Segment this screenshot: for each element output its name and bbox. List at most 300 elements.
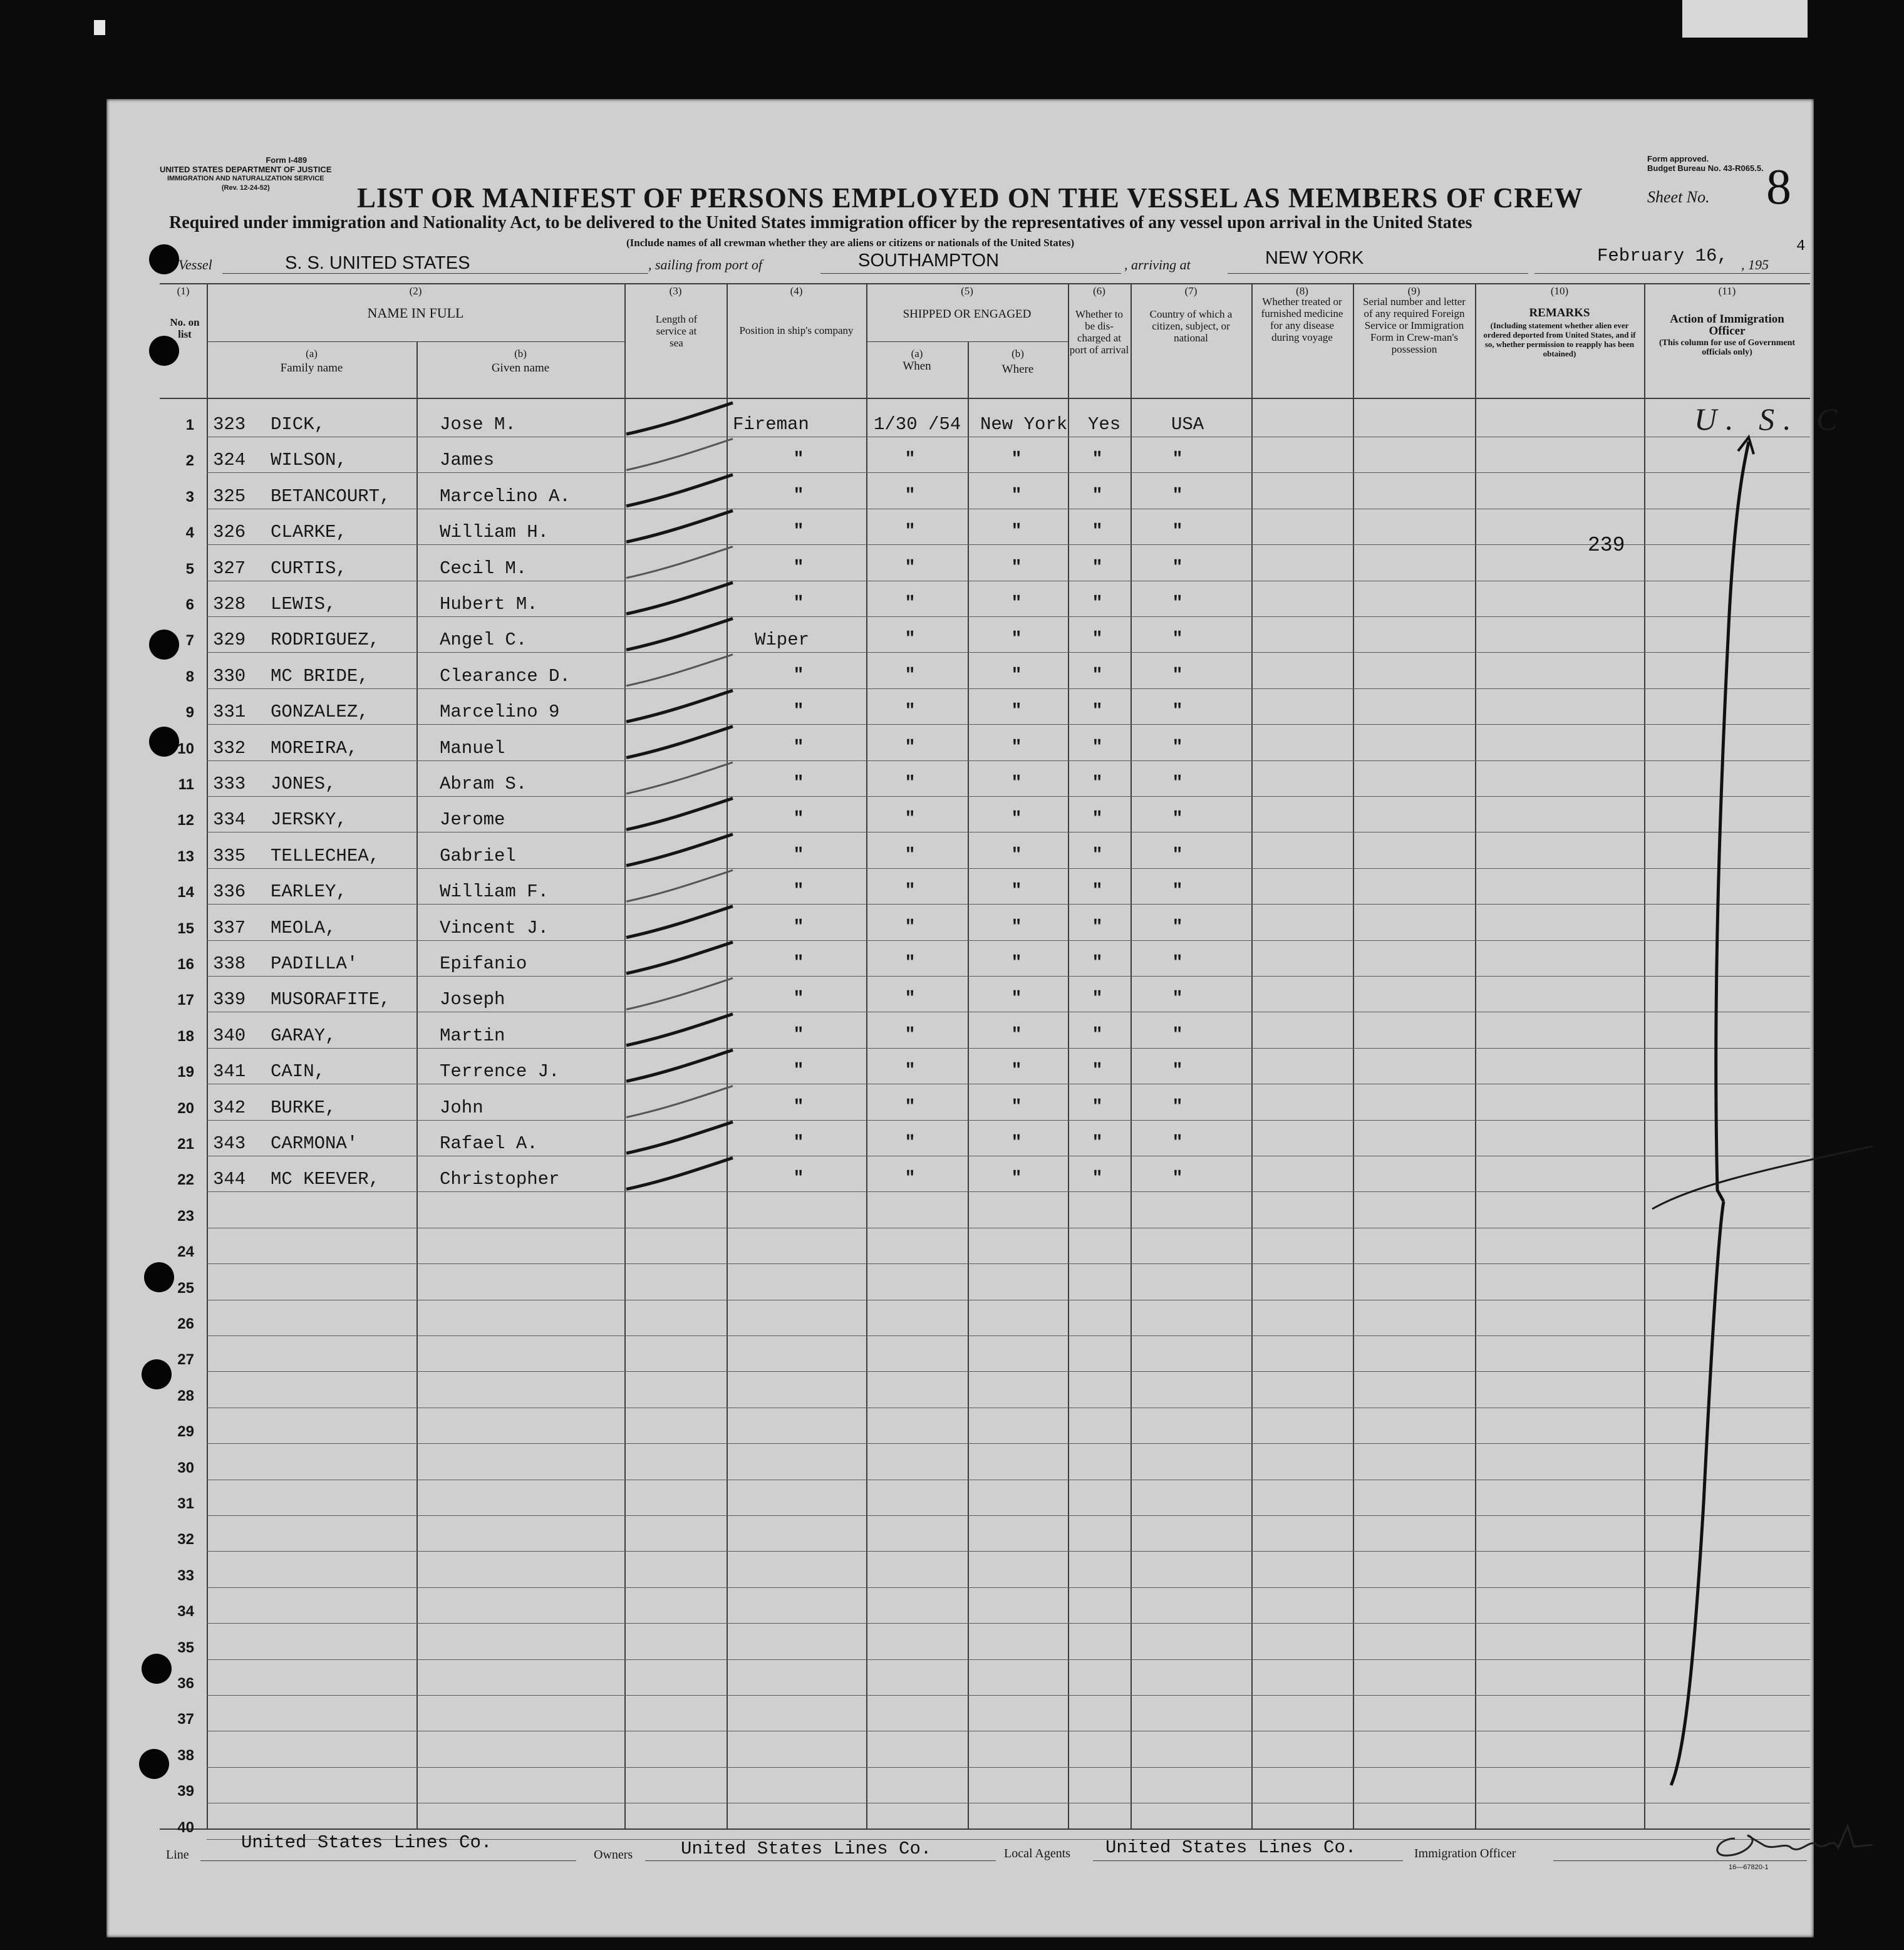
shipped-where: " — [1011, 989, 1022, 1009]
service-check-stroke — [626, 690, 733, 722]
given-name: Marcelino A. — [440, 485, 571, 507]
discharged: " — [1092, 665, 1103, 685]
crew-list-id: 337 — [213, 917, 246, 938]
port-from: SOUTHAMPTON — [858, 251, 1000, 271]
given-name: Manuel — [440, 737, 505, 759]
col11-header: Action of Immigration Officer — [1670, 313, 1784, 338]
family-name: CAIN, — [271, 1061, 326, 1082]
position: " — [793, 989, 804, 1009]
row-number: 28 — [177, 1387, 194, 1404]
shipped-when: " — [904, 665, 916, 685]
col9-number: (9) — [1407, 285, 1420, 297]
row-number: 18 — [177, 1027, 194, 1045]
discharged: " — [1092, 1169, 1103, 1189]
service-check-stroke — [626, 511, 733, 542]
shipped-where: " — [1011, 845, 1022, 865]
shipped-where: " — [1011, 558, 1022, 578]
shipped-where: " — [1011, 1061, 1022, 1081]
crew-list-id: 333 — [213, 774, 246, 794]
discharged: " — [1092, 485, 1103, 506]
family-name: EARLEY, — [271, 881, 347, 903]
given-name: Terrence J. — [440, 1061, 560, 1082]
row-number: 32 — [177, 1531, 194, 1548]
requirement-text: Required under immigration and Nationality Act, to be delivered to the United States immigration officer by the representatives of any vessel upon arrival in the United States — [169, 213, 1472, 232]
discharged: " — [1092, 702, 1103, 722]
col5a-number: (a) — [911, 348, 923, 360]
discharged: " — [1092, 809, 1103, 829]
position: Wiper — [755, 630, 810, 651]
family-name: JONES, — [271, 774, 336, 794]
arrival-date: February 16, — [1597, 246, 1728, 266]
crew-list-id: 328 — [213, 594, 246, 615]
discharged: " — [1092, 774, 1103, 793]
row-number: 2 — [185, 452, 194, 470]
position: " — [793, 737, 804, 757]
col5b-header: Where — [1001, 363, 1034, 376]
row-number: 23 — [177, 1207, 194, 1225]
punch-hole — [139, 1749, 169, 1779]
position: " — [793, 774, 804, 793]
service-check-stroke — [626, 1014, 733, 1045]
family-name: CURTIS, — [271, 558, 347, 579]
discharged: " — [1092, 630, 1103, 650]
row-number: 26 — [177, 1315, 194, 1332]
col1-header: No. on list — [170, 316, 200, 340]
discharged: Yes — [1088, 414, 1121, 435]
family-name: MC KEEVER, — [271, 1169, 380, 1190]
officer-label: Immigration Officer — [1414, 1847, 1516, 1860]
row-number: 27 — [177, 1351, 194, 1369]
family-name: MC BRIDE, — [271, 665, 369, 687]
given-name: Hubert M. — [440, 594, 538, 615]
country: " — [1172, 989, 1183, 1009]
country: " — [1172, 1133, 1183, 1153]
position: " — [793, 845, 804, 865]
discharged: " — [1092, 881, 1103, 901]
row-number: 24 — [177, 1243, 194, 1261]
form-service: IMMIGRATION AND NATURALIZATION SERVICE — [167, 175, 324, 182]
col11-note: (This column for use of Government officials only) — [1658, 338, 1796, 357]
family-name: JERSKY, — [271, 809, 347, 831]
country: " — [1172, 558, 1183, 578]
shipped-where: " — [1011, 630, 1022, 650]
owners-label: Owners — [594, 1848, 633, 1862]
crew-list-id: 342 — [213, 1097, 246, 1118]
agents-value: United States Lines Co. — [1105, 1837, 1357, 1858]
crew-list-id: 338 — [213, 953, 246, 974]
line-label: Line — [166, 1848, 189, 1862]
country: " — [1172, 1169, 1183, 1189]
shipped-when: " — [904, 1097, 916, 1117]
family-name: MOREIRA, — [271, 737, 358, 759]
col6-number: (6) — [1093, 285, 1105, 297]
row-number: 21 — [177, 1136, 194, 1153]
country: " — [1172, 774, 1183, 793]
country: " — [1172, 1025, 1183, 1045]
crew-list-id: 339 — [213, 989, 246, 1010]
year-digit: 4 — [1796, 238, 1806, 255]
country: " — [1172, 702, 1183, 722]
given-name: John — [440, 1097, 484, 1118]
shipped-where: " — [1011, 737, 1022, 757]
shipped-when: " — [904, 558, 916, 578]
col3-number: (3) — [669, 285, 682, 297]
shipped-where: " — [1011, 1025, 1022, 1045]
col9-header: Serial number and letter of any required Foreign Service or Immigration Form in Crew-man's possession — [1363, 296, 1466, 355]
col3-header: Length of service at sea — [655, 313, 698, 349]
position: " — [793, 558, 804, 578]
family-name: LEWIS, — [271, 594, 336, 615]
discharged: " — [1092, 594, 1103, 613]
punch-hole — [149, 336, 179, 366]
include-note: (Include names of all crewman whether they are aliens or citizens or nationals of the United States) — [626, 237, 1075, 249]
crew-list-id: 323 — [213, 414, 246, 435]
family-name: GARAY, — [271, 1025, 336, 1046]
shipped-when: " — [904, 1169, 916, 1189]
position: " — [793, 522, 804, 542]
shipped-where: " — [1011, 917, 1022, 937]
family-name: TELLECHEA, — [271, 845, 380, 866]
crew-list-id: 326 — [213, 522, 246, 543]
position: " — [793, 917, 804, 937]
service-check-stroke — [626, 1122, 733, 1153]
row-number: 15 — [177, 920, 194, 937]
row-number: 12 — [177, 812, 194, 829]
country: " — [1172, 665, 1183, 685]
shipped-when: " — [904, 522, 916, 542]
position: " — [793, 702, 804, 722]
row-number: 19 — [177, 1064, 194, 1081]
discharged: " — [1092, 522, 1103, 542]
shipped-when: " — [904, 737, 916, 757]
crew-list-id: 329 — [213, 630, 246, 651]
row-number: 14 — [177, 884, 194, 901]
col4-header: Position in ship's company — [739, 324, 854, 336]
row-number: 11 — [178, 776, 194, 793]
row-number: 29 — [177, 1423, 194, 1441]
position: " — [793, 485, 804, 506]
given-name: Jose M. — [440, 414, 516, 435]
form-number: Form I-489 — [266, 155, 308, 165]
given-name: Jerome — [440, 809, 505, 831]
col6-header: Whether to be dis-charged at port of arrival — [1069, 308, 1129, 356]
crew-list-id: 332 — [213, 737, 246, 759]
row-number: 8 — [185, 668, 194, 685]
row-number: 3 — [185, 488, 194, 506]
col10-note: (Including statement whether alien ever ordered deported from United States, and if so, whether permission to reapply has been obtained) — [1483, 321, 1636, 358]
family-name: PADILLA' — [271, 953, 358, 974]
row-number: 10 — [177, 740, 194, 757]
given-name: Christopher — [440, 1169, 560, 1190]
country: " — [1172, 1061, 1183, 1081]
country: USA — [1171, 414, 1204, 435]
shipped-where: " — [1011, 953, 1022, 973]
shipped-where: " — [1011, 702, 1022, 722]
service-check-stroke — [626, 727, 733, 758]
shipped-when: " — [904, 809, 916, 829]
col7-header: Country of which a citizen, subject, or national — [1149, 308, 1233, 344]
col8-number: (8) — [1296, 285, 1308, 297]
col5b-number: (b) — [1011, 348, 1024, 360]
crew-list-id: 325 — [213, 485, 246, 507]
shipped-when: " — [904, 917, 916, 937]
given-name: Marcelino 9 — [440, 702, 560, 723]
shipped-when: 1/30 /54 — [874, 414, 961, 435]
country: " — [1172, 809, 1183, 829]
row-number: 37 — [177, 1711, 194, 1728]
shipped-when: " — [904, 989, 916, 1009]
service-check-stroke — [626, 942, 733, 973]
shipped-when: " — [904, 1025, 916, 1045]
family-name: WILSON, — [271, 450, 347, 471]
service-check-stroke — [626, 655, 733, 686]
year-prefix: , 195 — [1741, 257, 1769, 272]
position: " — [793, 881, 804, 901]
family-name: RODRIGUEZ, — [271, 630, 380, 651]
row-number: 36 — [177, 1675, 194, 1692]
discharged: " — [1092, 989, 1103, 1009]
row-number: 17 — [177, 992, 194, 1009]
discharged: " — [1092, 953, 1103, 973]
line-value: United States Lines Co. — [241, 1832, 492, 1853]
service-check-stroke — [626, 1050, 733, 1081]
family-name: MUSORAFITE, — [271, 989, 391, 1010]
crew-list-id: 335 — [213, 845, 246, 866]
crew-list-id: 327 — [213, 558, 246, 579]
country: " — [1172, 594, 1183, 613]
given-name: Martin — [440, 1025, 505, 1046]
service-check-stroke — [626, 547, 733, 578]
position: Fireman — [733, 414, 809, 435]
row-number: 6 — [185, 596, 194, 613]
col2-number: (2) — [409, 285, 422, 297]
officer-signature — [1717, 1826, 1873, 1855]
print-code: 16—67820-1 — [1729, 1864, 1769, 1871]
service-check-stroke — [626, 834, 733, 866]
service-check-strokes — [626, 403, 733, 1189]
discharged: " — [1092, 558, 1103, 578]
discharged: " — [1092, 1061, 1103, 1081]
sheet-label: Sheet No. — [1647, 188, 1710, 206]
action-note: U. S. C — [1694, 402, 1846, 437]
country: " — [1172, 1097, 1183, 1117]
given-name: William H. — [440, 522, 549, 543]
shipped-when: " — [904, 953, 916, 973]
shipped-when: " — [904, 881, 916, 901]
shipped-when: " — [904, 450, 916, 470]
given-name: Abram S. — [440, 774, 527, 794]
crew-list-id: 330 — [213, 665, 246, 687]
action-bracket-line — [1671, 442, 1749, 1785]
discharged: " — [1092, 1133, 1103, 1153]
col2a-header: Family name — [280, 361, 343, 375]
given-name: Gabriel — [440, 845, 516, 866]
shipped-when: " — [904, 774, 916, 793]
service-check-stroke — [626, 1158, 733, 1189]
col11-number: (11) — [1718, 285, 1736, 297]
row-number: 20 — [177, 1099, 194, 1117]
given-name: William F. — [440, 881, 549, 903]
punch-hole — [142, 1654, 172, 1684]
shipped-where: " — [1011, 1169, 1022, 1189]
service-check-stroke — [626, 798, 733, 829]
family-name: MEOLA, — [271, 917, 336, 938]
row-number: 13 — [177, 848, 194, 865]
shipped-when: " — [904, 845, 916, 865]
row-number: 33 — [177, 1567, 194, 1584]
discharged: " — [1092, 737, 1103, 757]
service-check-stroke — [626, 762, 733, 794]
row-number: 35 — [177, 1639, 194, 1656]
action-cross-line — [1652, 1146, 1873, 1209]
sailing-label: , sailing from port of — [648, 257, 762, 272]
col7-number: (7) — [1184, 285, 1198, 297]
row-number: 22 — [177, 1171, 194, 1189]
service-check-stroke — [626, 438, 733, 470]
shipped-where: " — [1011, 1097, 1022, 1117]
family-name: CLARKE, — [271, 522, 347, 543]
shipped-where: " — [1011, 522, 1022, 542]
col5-number: (5) — [961, 285, 973, 297]
service-check-stroke — [626, 403, 733, 434]
row-number: 4 — [185, 524, 194, 542]
row-number: 40 — [177, 1818, 194, 1836]
shipped-where: " — [1011, 450, 1022, 470]
col8-header: Whether treated or furnished medicine for any disease during voyage — [1261, 296, 1343, 343]
crew-list-id: 334 — [213, 809, 246, 831]
family-name: DICK, — [271, 414, 326, 435]
family-name: BETANCOURT, — [271, 485, 391, 507]
discharged: " — [1092, 1025, 1103, 1045]
given-name: Angel C. — [440, 630, 527, 651]
col10-number: (10) — [1550, 285, 1569, 297]
shipped-where: New York — [980, 414, 1068, 435]
remarks-note: 239 — [1588, 534, 1625, 557]
col1-number: (1) — [177, 285, 190, 297]
family-name: BURKE, — [271, 1097, 336, 1118]
discharged: " — [1092, 450, 1103, 470]
position: " — [793, 953, 804, 973]
form-budget: Budget Bureau No. 43-R065.5. — [1647, 163, 1764, 173]
shipped-where: " — [1011, 881, 1022, 901]
crew-list-id: 324 — [213, 450, 246, 471]
country: " — [1172, 737, 1183, 757]
shipped-when: " — [904, 485, 916, 506]
position: " — [793, 1097, 804, 1117]
crew-list-id: 343 — [213, 1133, 246, 1154]
crew-list-id: 336 — [213, 881, 246, 903]
row-number: 34 — [177, 1603, 194, 1621]
shipped-where: " — [1011, 485, 1022, 506]
sheet-number: 8 — [1766, 167, 1791, 208]
shipped-when: " — [904, 1133, 916, 1153]
owners-value: United States Lines Co. — [681, 1838, 932, 1859]
crew-list-id: 344 — [213, 1169, 246, 1190]
country: " — [1172, 845, 1183, 865]
row-number: 5 — [185, 560, 194, 578]
service-check-stroke — [626, 583, 733, 614]
arriving-label: , arriving at — [1124, 257, 1191, 272]
punch-hole — [149, 244, 179, 274]
shipped-where: " — [1011, 774, 1022, 793]
col5a-header: When — [903, 360, 931, 373]
family-name: CARMONA' — [271, 1133, 358, 1154]
crew-list-id: 340 — [213, 1025, 246, 1046]
service-check-stroke — [626, 870, 733, 901]
position: " — [793, 1025, 804, 1045]
given-name: Joseph — [440, 989, 505, 1010]
position: " — [793, 809, 804, 829]
row-number: 39 — [177, 1783, 194, 1800]
form-rev: (Rev. 12-24-52) — [221, 184, 270, 192]
position: " — [793, 594, 804, 613]
country: " — [1172, 881, 1183, 901]
service-check-stroke — [626, 1086, 733, 1118]
country: " — [1172, 450, 1183, 470]
given-name: Clearance D. — [440, 665, 571, 687]
given-name: Rafael A. — [440, 1133, 538, 1154]
shipped-where: " — [1011, 809, 1022, 829]
service-check-stroke — [626, 618, 733, 650]
given-name: Epifanio — [440, 953, 527, 974]
shipped-where: " — [1011, 665, 1022, 685]
given-name: Cecil M. — [440, 558, 527, 579]
row-number: 1 — [185, 417, 194, 433]
shipped-when: " — [904, 630, 916, 650]
col10-header: REMARKS — [1529, 306, 1590, 319]
row-number: 38 — [177, 1746, 194, 1764]
position: " — [793, 450, 804, 470]
shipped-when: " — [904, 594, 916, 613]
row-number: 7 — [185, 632, 194, 650]
shipped-when: " — [904, 1061, 916, 1081]
crew-list-id: 331 — [213, 702, 246, 723]
row-number: 30 — [177, 1459, 194, 1476]
col2b-header: Given name — [491, 361, 550, 375]
shipped-where: " — [1011, 1133, 1022, 1153]
shipped-when: " — [904, 702, 916, 722]
col4-number: (4) — [790, 285, 803, 297]
position: " — [793, 1133, 804, 1153]
form-dept: UNITED STATES DEPARTMENT OF JUSTICE — [160, 165, 332, 174]
vessel-name: S. S. UNITED STATES — [285, 253, 470, 273]
service-check-stroke — [626, 475, 733, 506]
country: " — [1172, 485, 1183, 506]
row-number: 9 — [185, 704, 194, 722]
col2-header: NAME IN FULL — [367, 305, 464, 321]
country: " — [1172, 917, 1183, 937]
service-check-stroke — [626, 906, 733, 938]
position: " — [793, 665, 804, 685]
vessel-label: Vessel — [178, 257, 212, 272]
family-name: GONZALEZ, — [271, 702, 369, 723]
given-name: Vincent J. — [440, 917, 549, 938]
port-to: NEW YORK — [1265, 248, 1364, 268]
row-number: 16 — [177, 956, 194, 973]
discharged: " — [1092, 917, 1103, 937]
agents-label: Local Agents — [1004, 1847, 1071, 1860]
col2a-number: (a) — [306, 348, 318, 360]
position: " — [793, 1169, 804, 1189]
col5-header: SHIPPED OR ENGAGED — [903, 308, 1032, 321]
country: " — [1172, 630, 1183, 650]
country: " — [1172, 953, 1183, 973]
page-title: LIST OR MANIFEST OF PERSONS EMPLOYED ON THE VESSEL AS MEMBERS OF CREW — [357, 182, 1583, 214]
service-check-stroke — [626, 978, 733, 1009]
country: " — [1172, 522, 1183, 542]
crew-list-id: 341 — [213, 1061, 246, 1082]
row-number: 25 — [177, 1279, 194, 1297]
